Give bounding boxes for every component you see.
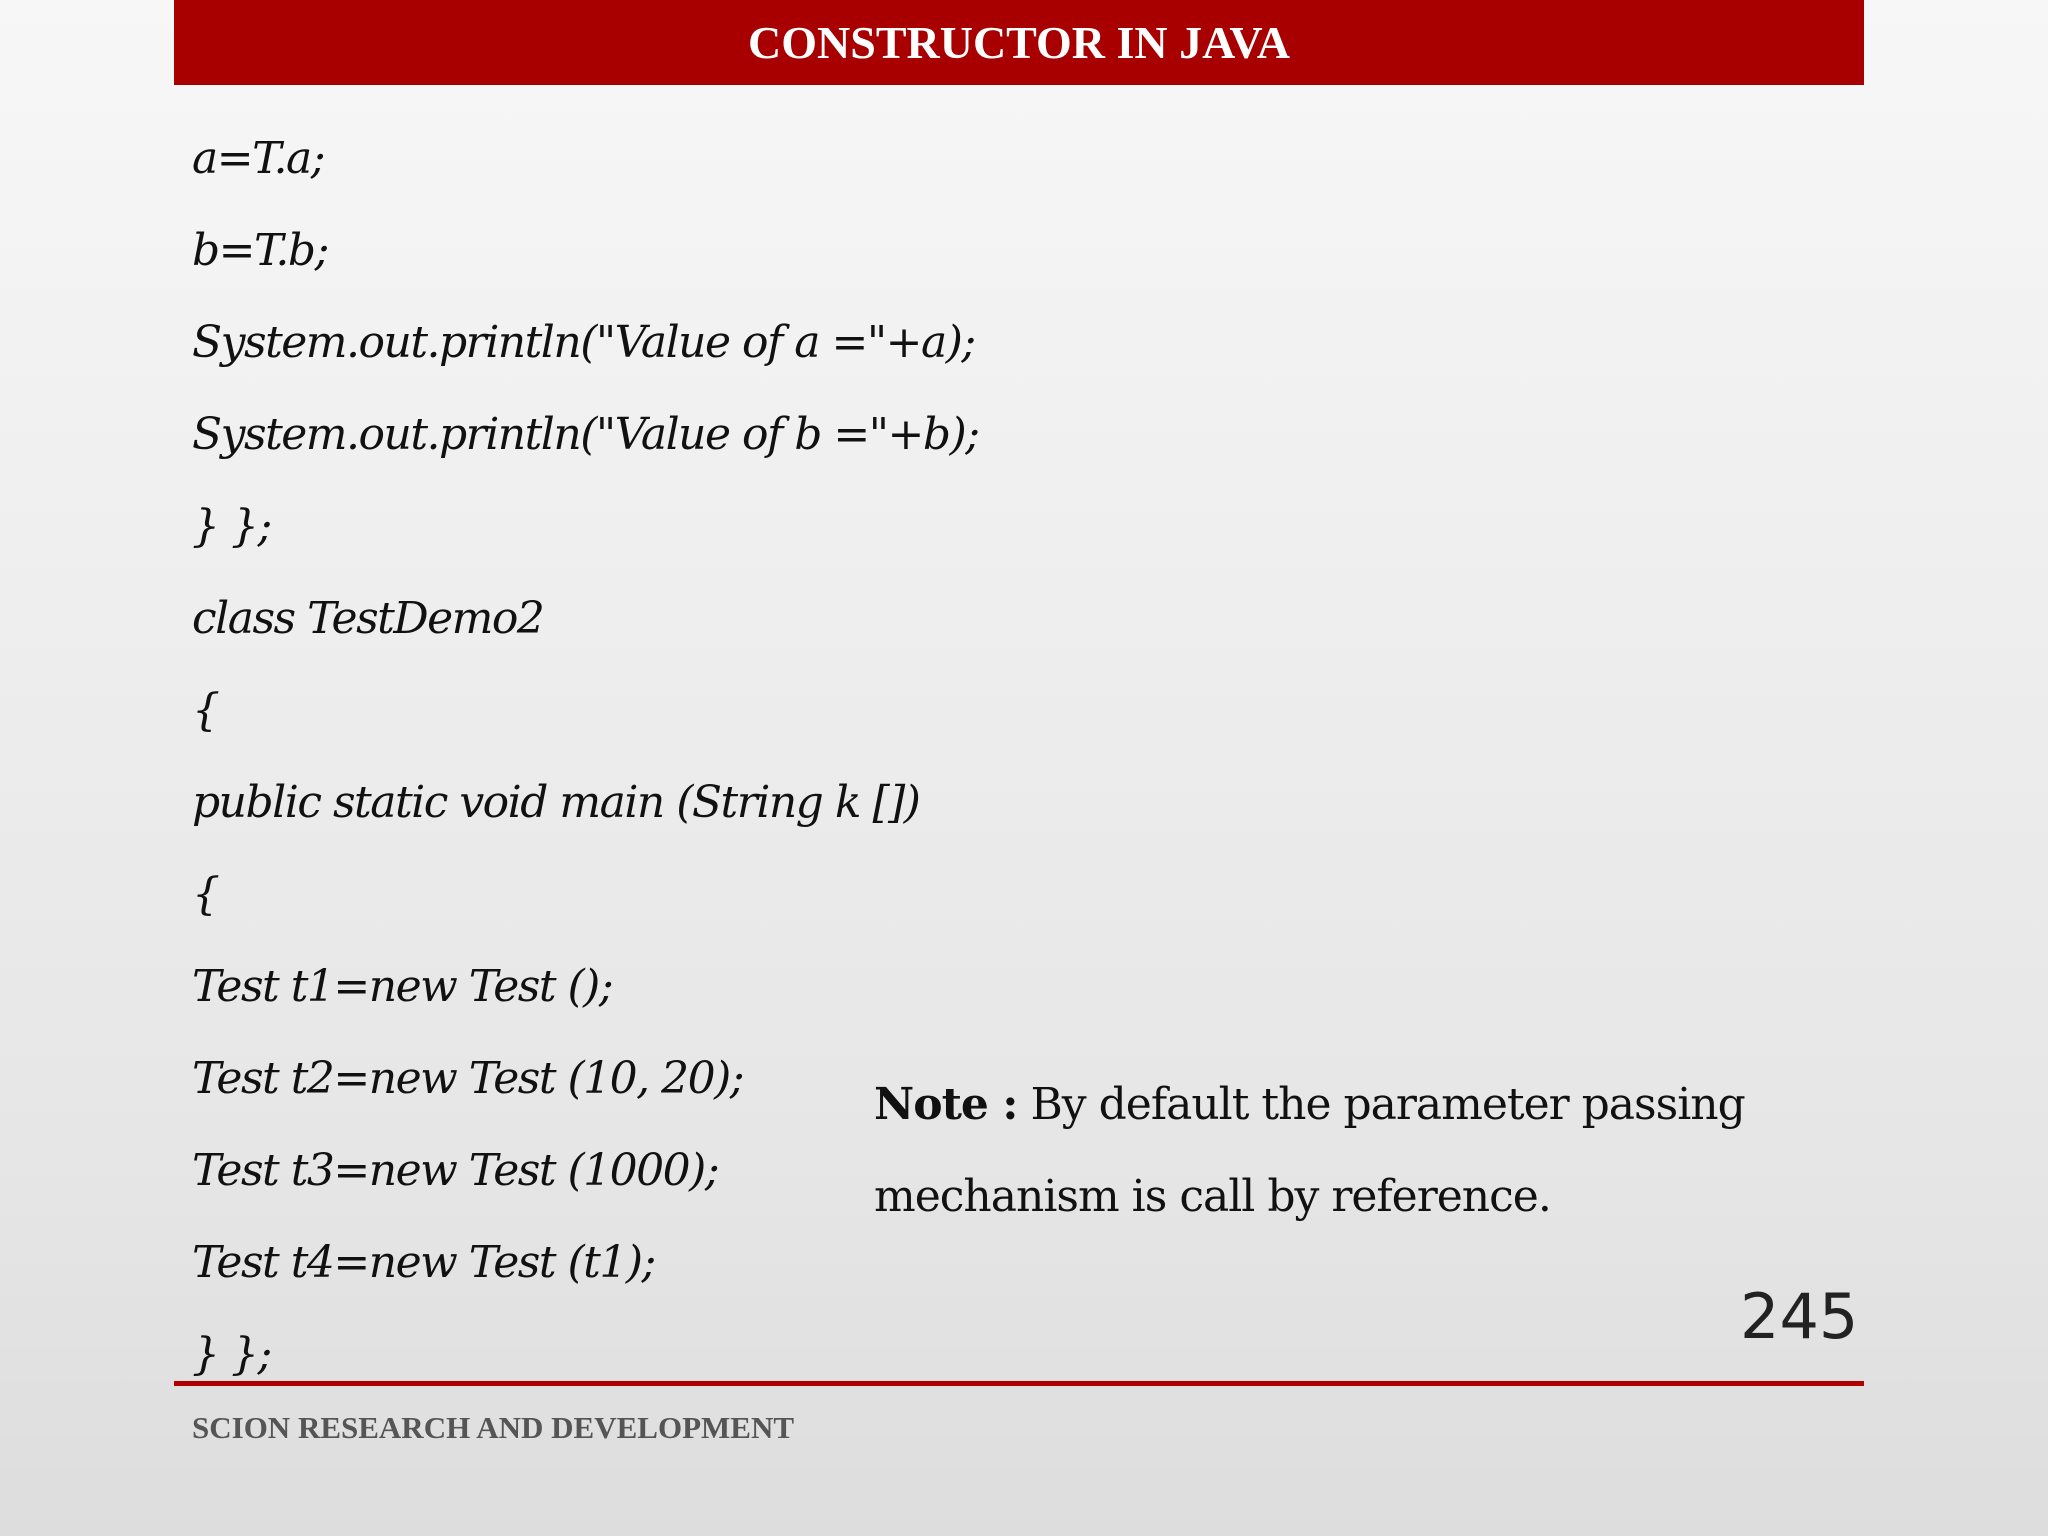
note-text: By default the parameter passing mechanism is call by reference. bbox=[874, 1079, 1745, 1222]
code-line: Test t1=new Test (); bbox=[192, 961, 613, 1012]
code-line: public static void main (String k []) bbox=[192, 777, 920, 828]
code-line: Test t2=new Test (10, 20); bbox=[192, 1053, 744, 1104]
note bbox=[874, 1059, 1834, 1243]
code-line: b=T.b; bbox=[192, 225, 328, 276]
code-line: class TestDemo2 bbox=[192, 593, 544, 644]
code-line: { bbox=[192, 685, 219, 736]
title-bar bbox=[174, 0, 1864, 85]
code-line: System.out.println("Value of b ="+b); bbox=[192, 409, 979, 460]
page-number: 245 bbox=[1740, 1280, 1859, 1353]
slide-title: CONSTRUCTOR IN JAVA bbox=[748, 17, 1290, 68]
footer-text: SCION RESEARCH AND DEVELOPMENT bbox=[192, 1410, 795, 1445]
footer-divider bbox=[174, 1381, 1864, 1386]
note-label: Note : bbox=[874, 1079, 1018, 1130]
code-line: } }; bbox=[192, 1329, 271, 1380]
code-line: Test t3=new Test (1000); bbox=[192, 1145, 719, 1196]
code-line: System.out.println("Value of a ="+a); bbox=[192, 317, 975, 368]
code-line: a=T.a; bbox=[192, 133, 325, 184]
code-line: { bbox=[192, 869, 219, 920]
code-line: } }; bbox=[192, 501, 271, 552]
code-line: Test t4=new Test (t1); bbox=[192, 1237, 655, 1288]
